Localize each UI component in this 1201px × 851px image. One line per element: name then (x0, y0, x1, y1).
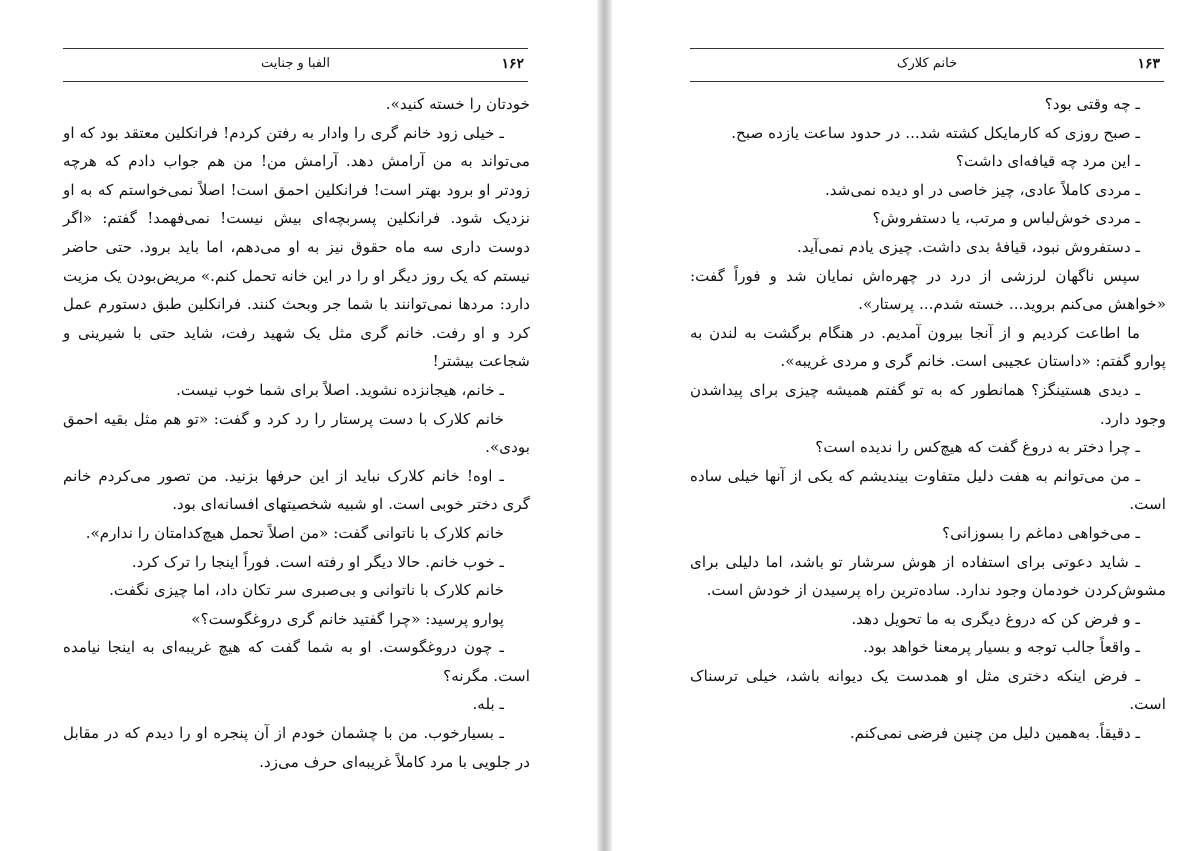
paragraph: ـ چه وقتی بود؟ (1044, 95, 1140, 113)
paragraph: ـ اوه! خانم کلارک نباید از این حرفها بزنید. من تصور می‌کردم خانم گری دختر خوبی است. او شبیه شخصیتهای افسانه‌ای بود. (63, 466, 530, 514)
paragraph: ـ این مرد چه قیافه‌ای داشت؟ (955, 152, 1140, 171)
paragraph: ـ صبح روزی که کارمایکل کشته شد... در حدود ساعت یازده صبح. (731, 123, 1140, 142)
body-text (690, 90, 1166, 748)
running-title: خانم کلارک (896, 56, 958, 71)
paragraph: ـ خوب خانم. حالا دیگر او رفته است. فوراً اینجا را ترک کرد. (131, 552, 504, 571)
paragraph: ـ واقعاً جالب توجه و بسیار پرمعنا خواهد بود. (862, 638, 1140, 657)
paragraph: خودتان را خسته کنید». (385, 95, 530, 113)
paragraph: ـ مردی خوش‌لباس و مرتب، یا دستفروش؟ (872, 209, 1140, 228)
paragraph: خانم کلارک با ناتوانی گفت: «من اصلاً تحمل هیچ‌کدامتان را ندارم». (85, 523, 504, 542)
paragraph: ـ خیلی زود خانم گری را وادار به رفتن کردم! فرانکلین معتقد بود که او می‌تواند به من آرامش دهد. آرامش من! من هم جواب دادم که هرچه زودتر او برود بهتر است! فرانکلین احمق است! اصلاً نمی‌خواستم که به او نزدیک شود. فرانکلین پسربچه‌ای بیش نیست! نمی‌فهمد! گفتم: «اگر دوست داری سه ماه حقوق نیز به او می‌دهم، اما باید برود. حتی حاضر نیستم که یک روز دیگر او را در این خانه تحمل کنم.» مریض‌بودن یک مزیت دارد: مردها نمی‌توانند با شما جر وبحث کنند. فرانکلین طبق دستورم عمل کرد و او رفت. خانم گری مثل یک شهید رفت، شاید حتی با شیرینی و شجاعت بیشتر! (63, 123, 530, 371)
left-page (0, 0, 597, 851)
page-number: ۱۶۳ (1137, 56, 1160, 72)
paragraph: ما اطاعت کردیم و از آنجا بیرون آمدیم. در هنگام برگشت به لندن به پوارو گفتم: «داستان عجیبی است. خانم گری و مردی غریبه». (690, 323, 1166, 371)
paragraph: ـ دیدی هستینگز؟ همانطور که به تو گفتم همیشه چیزی برای پیداشدن وجود دارد. (690, 380, 1166, 428)
paragraph: ـ شاید دعوتی برای استفاده از هوش سرشار تو باشد، اما دلیلی برای مشوش‌کردن خودمان وجود ندارد. ساده‌ترین راه پرسیدن از خودش است. (690, 552, 1166, 600)
paragraph: ـ فرض اینکه دختری مثل او همدست یک دیوانه باشد، خیلی ترسناک است. (690, 666, 1166, 714)
paragraph: ـ می‌خواهی دماغم را بسوزانی؟ (942, 523, 1140, 542)
paragraph: ـ خانم، هیجانزده نشوید. اصلاً برای شما خوب نیست. (176, 380, 504, 399)
body-text (63, 90, 530, 776)
page-number: ۱۶۲ (501, 56, 524, 72)
paragraph: ـ مردی کاملاً عادی، چیز خاصی در او دیده نمی‌شد. (824, 180, 1140, 199)
paragraph: ـ و فرض کن که دروغ دیگری به ما تحویل دهد. (851, 609, 1140, 628)
paragraph: ـ چون دروغگوست. او به شما گفت که هیچ غریبه‌ای به اینجا نیامده است. مگرنه؟ (63, 638, 530, 685)
paragraph: خانم کلارک با دست پرستار را رد کرد و گفت: «تو هم مثل بقیه احمق بودی». (63, 409, 530, 457)
paragraph: ـ دقیقاً. به‌همین دلیل من چنین فرضی نمی‌کنم. (849, 724, 1140, 743)
paragraph: ـ دستفروش نبود، قیافهٔ بدی داشت. چیزی یادم نمی‌آید. (797, 237, 1140, 256)
paragraph: ـ من می‌توانم به هفت دلیل متفاوت بیندیشم که یکی از آنها خیلی ساده است. (690, 466, 1166, 514)
right-page (612, 0, 1201, 851)
paragraph: پوارو پرسید: «چرا گفتید خانم گری دروغگوست؟» (191, 609, 504, 628)
paragraph: ـ بسیارخوب. من با چشمان خودم از آن پنجره او را دیدم که در مقابل در جلویی با مرد کاملاً غریبه‌ای حرف می‌زد. (63, 724, 530, 771)
running-title: الفبا و جنایت (261, 56, 330, 71)
paragraph: ـ چرا دختر به دروغ گفت که هیچ‌کس را ندیده است؟ (815, 438, 1140, 457)
paragraph: خانم کلارک با ناتوانی و بی‌صبری سر تکان داد، اما چیزی نگفت. (109, 581, 504, 600)
paragraph: ـ بله. (472, 695, 504, 714)
page-header (63, 48, 528, 82)
book-gutter (597, 0, 612, 851)
page-header (690, 48, 1164, 82)
paragraph: سپس ناگهان لرزشی از درد در چهره‌اش نمایان شد و فوراً گفت: «خواهش می‌کنم بروید... خسته شدم... پرستار». (690, 266, 1166, 314)
